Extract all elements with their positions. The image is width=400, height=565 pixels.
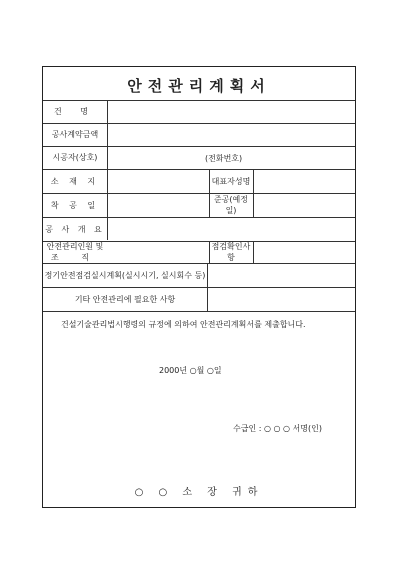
column-divider (107, 100, 108, 240)
name-label: 건 명 (54, 107, 96, 116)
column-divider (253, 241, 254, 263)
safety-staff-label (43, 241, 107, 263)
contract-amount-label: 공사계약금액 (51, 130, 99, 139)
application-form (42, 66, 356, 508)
start-date-label: 착 공 일 (50, 200, 100, 210)
column-divider (207, 263, 208, 311)
form-title: 안전관리계획서 (127, 77, 271, 95)
overview-label: 공 사 개 요 (45, 224, 105, 234)
address-label: 소 재 지 (50, 176, 100, 186)
other-items-label: 기타 안전관리에 필요한 사항 (74, 294, 176, 304)
phone-label: (전화번호) (205, 154, 243, 163)
representative-label: 대표자성명 (211, 176, 251, 186)
safety-staff-label-line2: 조 직 (51, 253, 99, 262)
contractor-label: 시공자(상호) (52, 153, 98, 162)
submission-statement: 건설기술관리법시행령의 규정에 의하여 안전관리계획서를 제출합니다. (61, 320, 306, 329)
row-divider (43, 311, 355, 312)
completion-date-label: 준공(예정일) (213, 195, 249, 215)
inspection-items-label: 점검확인사항 (211, 242, 251, 262)
recipient: ○ ○ 소 장 귀하 (134, 487, 264, 498)
periodic-plan-label: 정기안전점검실시계획(실시시기, 실시회수 등) (44, 270, 206, 280)
submission-date: 2000년 ○월 ○일 (159, 366, 222, 375)
column-divider (253, 169, 254, 217)
safety-staff-label-line1: 안전관리인원 및 (46, 242, 104, 251)
applicant-signature: 수급인 : ○ ○ ○ 서명(인) (233, 424, 322, 433)
